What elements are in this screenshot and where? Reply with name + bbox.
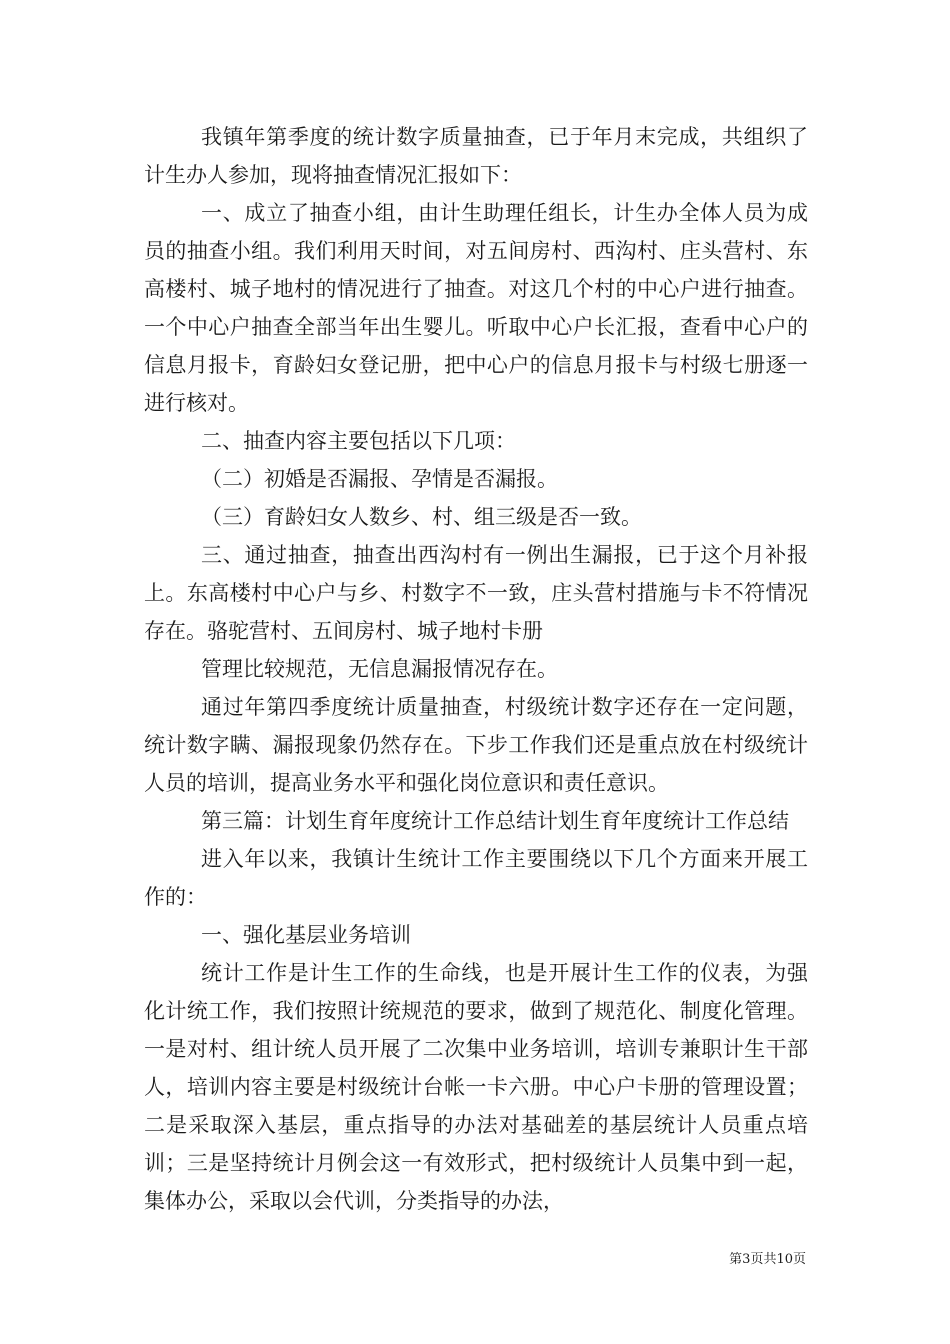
paragraph-training-body: 统计工作是计生工作的生命线，也是开展计生工作的仪表，为强化计统工作，我们按照计统规范的要求，做到了规范化、制度化管理。一是对村、组计统人员开展了二次集中业务培训，培训专兼职计生干部人，培训内容主要是村级统计台帐一卡六册。中心户卡册的管理设置；二是采取深入基层，重点指导的办法对基础差的基层统计人员重点培训；三是坚持统计月例会这一有效形式，把村级统计人员集中到一起，集体办公，采取以会代训，分类指导的办法， <box>144 961 808 1213</box>
page-number-footer: 第3页共10页 <box>729 1252 806 1267</box>
paragraph-chapter-title: 第三篇：计划生育年度统计工作总结计划生育年度统计工作总结 <box>201 809 789 833</box>
paragraph-heading-training: 一、强化基层业务培训 <box>201 923 411 947</box>
paragraph-conclusion: 通过年第四季度统计质量抽查，村级统计数字还存在一定问题，统计数字瞒、漏报现象仍然存在。下步工作我们还是重点放在村级统计人员的培训，提高业务水平和强化岗位意识和责任意识。 <box>144 695 808 795</box>
paragraph-section-1: 一、成立了抽查小组，由计生助理任组长，计生办全体人员为成员的抽查小组。我们利用天时间，对五间房村、西沟村、庄头营村、东高楼村、城子地村的情况进行了抽查。对这几个村的中心户进行抽查。一个中心户抽查全部当年出生婴儿。听取中心户长汇报，查看中心户的信息月报卡，育龄妇女登记册，把中心户的信息月报卡与村级七册逐一进行核对。 <box>144 201 808 415</box>
paragraph-section-3-cont: 管理比较规范，无信息漏报情况存在。 <box>201 657 558 681</box>
paragraph-section-3: 三、通过抽查，抽查出西沟村有一例出生漏报，已于这个月补报上。东高楼村中心户与乡、村数字不一致，庄头营村措施与卡不符情况存在。骆驼营村、五间房村、城子地村卡册 <box>144 543 808 643</box>
paragraph-item-3: （三）育龄妇女人数乡、村、组三级是否一致。 <box>201 505 642 529</box>
paragraph-intro: 我镇年第季度的统计数字质量抽查，已于年月末完成，共组织了计生办人参加，现将抽查情况汇报如下： <box>144 125 808 187</box>
document-body <box>144 118 808 1220</box>
paragraph-chapter-intro: 进入年以来，我镇计生统计工作主要围绕以下几个方面来开展工作的： <box>144 847 808 909</box>
paragraph-section-2: 二、抽查内容主要包括以下几项： <box>201 429 516 453</box>
paragraph-item-2: （二）初婚是否漏报、孕情是否漏报。 <box>201 467 558 491</box>
